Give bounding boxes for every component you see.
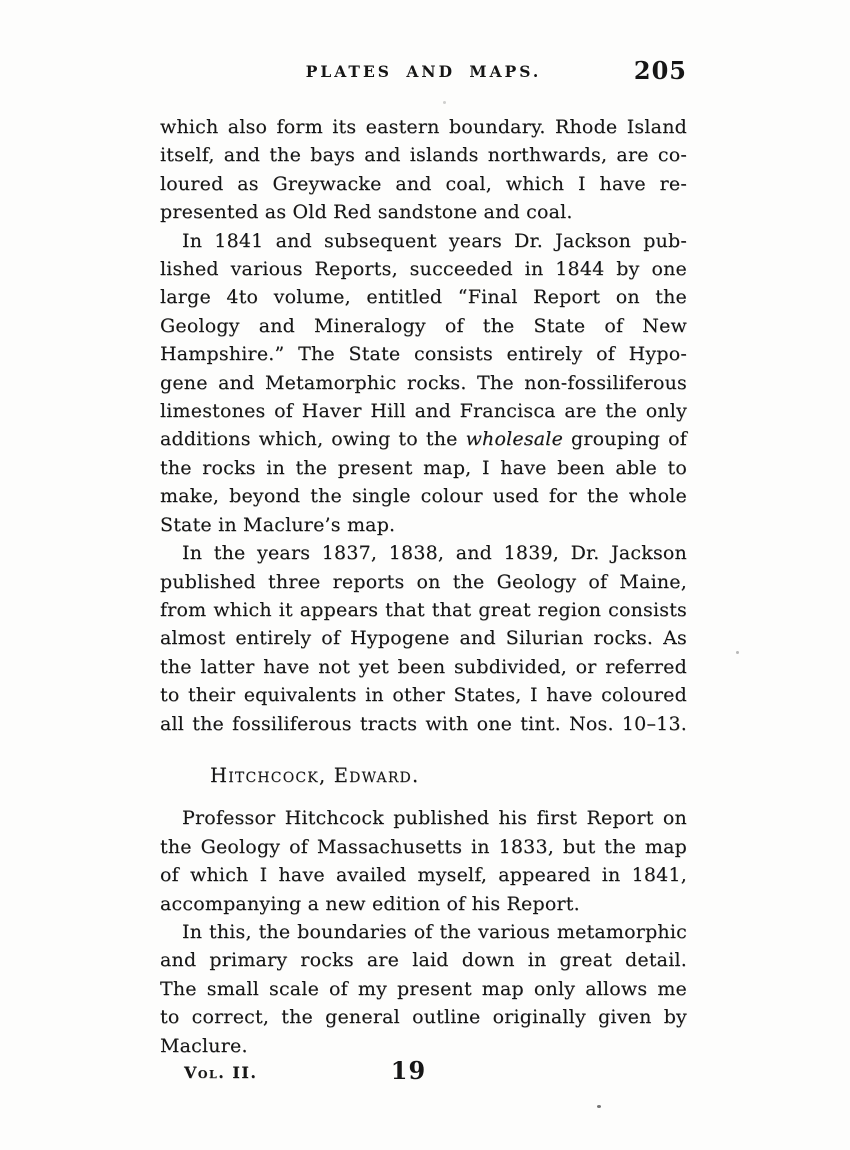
section-heading-hitchcock: Hitchcock, Edward. [210, 763, 420, 787]
text-line: In this, the boundaries of the various metamorphic [182, 920, 687, 943]
text-line: limestones of Haver Hill and Francisca are the only [160, 400, 687, 423]
text-line: the latter have not yet been subdivided, or referred [160, 655, 687, 678]
text-line: all the fossiliferous tracts with one tint. Nos. 10–13. [160, 712, 687, 735]
text-line: almost entirely of Hypogene and Silurian rocks. As [160, 627, 687, 650]
text-line: from which it appears that that great region consists [160, 598, 687, 621]
italic-word: wholesale [465, 428, 564, 451]
text-line: make, beyond the single colour used for the whole [160, 485, 687, 508]
paragraph-jackson-maine [160, 539, 687, 738]
text-line: The small scale of my present map only allows me [160, 977, 687, 1000]
text-line: lished various Reports, succeeded in 1844 by one [160, 258, 687, 281]
scan-speck [597, 1105, 601, 1108]
text-line: the Geology of Massachusetts in 1833, but the map [160, 835, 687, 858]
text-line: Hampshire.” The State consists entirely of Hypo- [160, 343, 687, 366]
text-line: Professor Hitchcock published his first Report on [182, 807, 687, 830]
text-line: loured as Greywacke and coal, which I have re- [160, 172, 687, 195]
text-segment: additions which, owing to the [160, 428, 466, 451]
text-line: and primary rocks are laid down in great detail. [160, 949, 687, 972]
paragraph-boundaries [160, 918, 687, 1060]
text-line: Geology and Mineralogy of the State of New [160, 314, 687, 337]
text-line: large 4to volume, entitled “Final Report on the [160, 286, 687, 309]
text-line: Maclure. [160, 1034, 248, 1057]
text-block [160, 113, 687, 1060]
text-line: to their equivalents in other States, I have coloured [160, 684, 687, 707]
text-line: In the years 1837, 1838, and 1839, Dr. Jackson [182, 542, 687, 565]
paragraph-jackson-1841 [160, 227, 687, 539]
text-line: to correct, the general outline originally given by [160, 1006, 687, 1029]
paragraph-rhode-island [160, 113, 687, 227]
text-line: In 1841 and subsequent years Dr. Jackson pub- [182, 229, 687, 252]
running-title: PLATES AND MAPS. [305, 62, 542, 81]
text-line-with-italic [160, 425, 687, 453]
volume-label: Vol. II. [184, 1063, 258, 1082]
page-number: 205 [633, 56, 687, 85]
text-segment: grouping of [563, 428, 687, 451]
text-line: accompanying a new edition of his Report. [160, 892, 580, 915]
text-line: the rocks in the present map, I have been able to [160, 456, 687, 479]
signature-number: 19 [390, 1056, 427, 1085]
scan-speck [443, 101, 446, 104]
paragraph-hitchcock-report [160, 804, 687, 918]
text-line: State in Maclure’s map. [160, 513, 396, 536]
text-line: presented as Old Red sandstone and coal. [160, 201, 573, 224]
text-line: of which I have availed myself, appeared in 1841, [160, 864, 687, 887]
scan-speck [736, 651, 739, 654]
page-footer [160, 1058, 687, 1088]
text-line: published three reports on the Geology of Maine, [160, 570, 687, 593]
text-line: gene and Metamorphic rocks. The non-fossiliferous [160, 371, 687, 394]
text-line: which also form its eastern boundary. Rhode Island [160, 116, 687, 138]
running-header [160, 56, 687, 85]
text-line: itself, and the bays and islands northwards, are co- [160, 144, 687, 167]
